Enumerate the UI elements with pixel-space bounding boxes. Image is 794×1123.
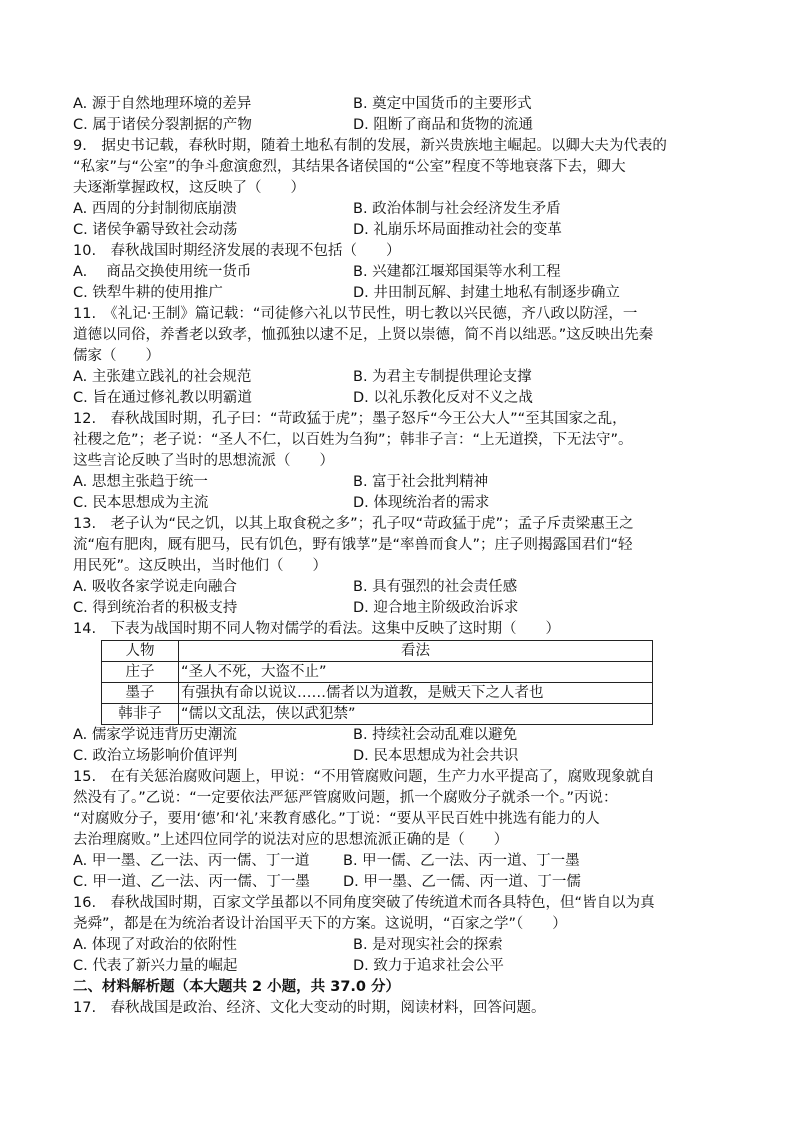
table-cell-view: 有强执有命以说议……儒者以为道教，是贼天下之人者也	[179, 683, 653, 704]
table-cell-person: 墨子	[102, 683, 179, 704]
q11-stem-line: 11. 《礼记·王制》篇记载：“司徒修六礼以节民性，明七教以兴民德，齐八政以防淫，一	[73, 306, 638, 322]
q12-options-row-2	[73, 493, 733, 514]
q16-option-d[interactable]: D. 致力于追求社会公平	[353, 958, 504, 974]
q14-option-d[interactable]: D. 民本思想成为社会共识	[353, 748, 519, 764]
q8-option-a[interactable]: A. 源于自然地理环境的差异	[73, 96, 252, 112]
q9-option-a[interactable]: A. 西周的分封制彻底崩溃	[73, 201, 237, 217]
table-cell-person: 庄子	[102, 662, 179, 683]
table-cell-view: “圣人不死，大盗不止”	[179, 662, 653, 683]
table-header-row	[102, 641, 653, 662]
q14-option-c[interactable]: C. 政治立场影响价值评判	[73, 748, 238, 764]
q12-option-a[interactable]: A. 思想主张趋于统一	[73, 474, 208, 490]
q14-stem-line: 14. 下表为战国时期不同人物对儒学的看法。这集中反映了这时期（ ）	[73, 621, 561, 637]
table-row	[102, 704, 653, 725]
q15-options-row-1	[73, 851, 733, 872]
q15-option-d[interactable]: D. 甲一墨、乙一儒、丙一道、丁一儒	[343, 874, 581, 890]
q13-option-b[interactable]: B. 具有强烈的社会责任感	[353, 579, 518, 595]
table-cell-view: “儒以文乱法，侠以武犯禁”	[179, 704, 653, 725]
q12-stem-line: 这些言论反映了当时的思想流派（ ）	[73, 453, 334, 469]
q11-options-row-2	[73, 388, 733, 409]
q15-stem-line: 然没有了。”乙说：“一定要依法严惩严管腐败问题，抓一个腐败分子就杀一个。”丙说：	[73, 790, 618, 806]
table-header-person: 人物	[102, 641, 179, 662]
q12-options-row-1	[73, 472, 733, 493]
exam-page	[73, 94, 733, 1019]
q13-option-d[interactable]: D. 迎合地主阶级政治诉求	[353, 600, 519, 616]
q10-stem-line: 10. 春秋战国时期经济发展的表现不包括（ ）	[73, 243, 401, 259]
table-row	[102, 683, 653, 704]
q10-option-c[interactable]: C. 铁犁牛耕的使用推广	[73, 285, 223, 301]
q13-stem-line: 流“庖有肥肉，厩有肥马，民有饥色，野有饿莩”是“率兽而食人”；庄子则揭露国君们“轻	[73, 537, 633, 553]
q9-stem-line: “私家”与“公室”的争斗愈演愈烈，其结果各诸侯国的“公室”程度不等地衰落下去，卿大	[73, 159, 626, 175]
q12-option-c[interactable]: C. 民本思想成为主流	[73, 495, 209, 511]
q10-options-row-2	[73, 283, 733, 304]
q9-option-c[interactable]: C. 诸侯争霸导致社会动荡	[73, 222, 238, 238]
q11-options-row-1	[73, 367, 733, 388]
q10-options-row-1	[73, 262, 733, 283]
q13-options-row-1	[73, 577, 733, 598]
q9-option-b[interactable]: B. 政治体制与社会经济发生矛盾	[353, 201, 561, 217]
q13-option-a[interactable]: A. 吸收各家学说走向融合	[73, 579, 237, 595]
q11-stem-line: 道德以同俗，养耆老以致孝，恤孤独以逮不足，上贤以崇德，简不肖以绌恶。”这反映出先秦	[73, 327, 654, 343]
q9-options-row-1	[73, 199, 733, 220]
section-heading: 二、材料解析题（本大题共 2 小题，共 37.0 分）	[73, 979, 401, 995]
q12-option-b[interactable]: B. 富于社会批判精神	[353, 474, 489, 490]
q9-stem-line: 9. 据史书记载，春秋时期，随着土地私有制的发展，新兴贵族地主崛起。以卿大夫为代表的	[73, 138, 667, 154]
q11-stem-line: 儒家（ ）	[73, 348, 160, 364]
q9-stem-line: 夫逐渐掌握政权，这反映了（ ）	[73, 180, 305, 196]
q11-option-b[interactable]: B. 为君主专制提供理论支撑	[353, 369, 532, 385]
q8-option-c[interactable]: C. 属于诸侯分裂割据的产物	[73, 117, 252, 133]
table-header-view: 看法	[179, 641, 653, 662]
q17-stem-line: 17. 春秋战国是政治、经济、文化大变动的时期，阅读材料，回答问题。	[73, 1000, 546, 1016]
q11-option-d[interactable]: D. 以礼乐教化反对不义之战	[353, 390, 533, 406]
q15-option-c[interactable]: C. 甲一道、乙一法、丙一儒、丁一墨	[73, 874, 310, 890]
q8-options-row-1	[73, 94, 733, 115]
q8-options-row-2	[73, 115, 733, 136]
q15-option-a[interactable]: A. 甲一墨、乙一法、丙一儒、丁一道	[73, 853, 310, 869]
q14-option-a[interactable]: A. 儒家学说违背历史潮流	[73, 727, 237, 743]
q16-stem-line: 16. 春秋战国时期，百家文学虽都以不同角度突破了传统道术而各具特色，但“皆自以为真	[73, 895, 655, 911]
q9-options-row-2	[73, 220, 733, 241]
q12-stem-line: 社稷之危”；老子说：“圣人不仁，以百姓为刍狗”；韩非子言：“上无道揆，下无法守”。	[73, 432, 633, 448]
q14-views-table	[101, 640, 653, 725]
q8-option-d[interactable]: D. 阻断了商品和货物的流通	[353, 117, 533, 133]
q13-options-row-2	[73, 598, 733, 619]
q9-option-d[interactable]: D. 礼崩乐坏局面推动社会的变革	[353, 222, 562, 238]
q14-options-row-2	[73, 746, 733, 767]
q10-option-a[interactable]: A. 商品交换使用统一货币	[73, 264, 252, 280]
q12-option-d[interactable]: D. 体现统治者的需求	[353, 495, 490, 511]
q11-option-a[interactable]: A. 主张建立践礼的社会规范	[73, 369, 252, 385]
table-cell-person: 韩非子	[102, 704, 179, 725]
q8-option-b[interactable]: B. 奠定中国货币的主要形式	[353, 96, 532, 112]
q15-options-row-2	[73, 872, 733, 893]
q14-options-row-1	[73, 725, 733, 746]
q15-stem-line: 去治理腐败。”上述四位同学的说法对应的思想流派正确的是（ ）	[73, 832, 509, 848]
q15-option-b[interactable]: B. 甲一儒、乙一法、丙一道、丁一墨	[343, 853, 580, 869]
q16-options-row-2	[73, 956, 733, 977]
q12-stem-line: 12. 春秋战国时期，孔子曰：“苛政猛于虎”；墨子怒斥“今王公大人”“至其国家之乱，	[73, 411, 627, 427]
q11-option-c[interactable]: C. 旨在通过修礼教以明霸道	[73, 390, 252, 406]
q15-stem-line: “对腐败分子，要用‘德’和‘礼’来教育感化。”丁说：“要从平民百姓中挑选有能力的人	[73, 811, 600, 827]
q10-option-d[interactable]: D. 井田制瓦解、封建土地私有制逐步确立	[353, 285, 620, 301]
q15-stem-line: 15. 在有关惩治腐败问题上，甲说：“不用管腐败问题，生产力水平提高了，腐败现象就自	[73, 769, 655, 785]
q16-options-row-1	[73, 935, 733, 956]
q13-stem-line: 用民死”。这反映出，当时他们（ ）	[73, 558, 328, 574]
q10-option-b[interactable]: B. 兴建都江堰郑国渠等水利工程	[353, 264, 561, 280]
q13-stem-line: 13. 老子认为“民之饥，以其上取食税之多”；孔子叹“苛政猛于虎”；孟子斥责梁惠王之	[73, 516, 634, 532]
q16-option-c[interactable]: C. 代表了新兴力量的崛起	[73, 958, 238, 974]
q13-option-c[interactable]: C. 得到统治者的积极支持	[73, 600, 238, 616]
q16-option-b[interactable]: B. 是对现实社会的探索	[353, 937, 503, 953]
q14-option-b[interactable]: B. 持续社会动乱难以避免	[353, 727, 518, 743]
table-row	[102, 662, 653, 683]
q16-option-a[interactable]: A. 体现了对政治的依附性	[73, 937, 237, 953]
q16-stem-line: 尧舜”，都是在为统治者设计治国平天下的方案。这说明，“百家之学”（ ）	[73, 916, 567, 932]
